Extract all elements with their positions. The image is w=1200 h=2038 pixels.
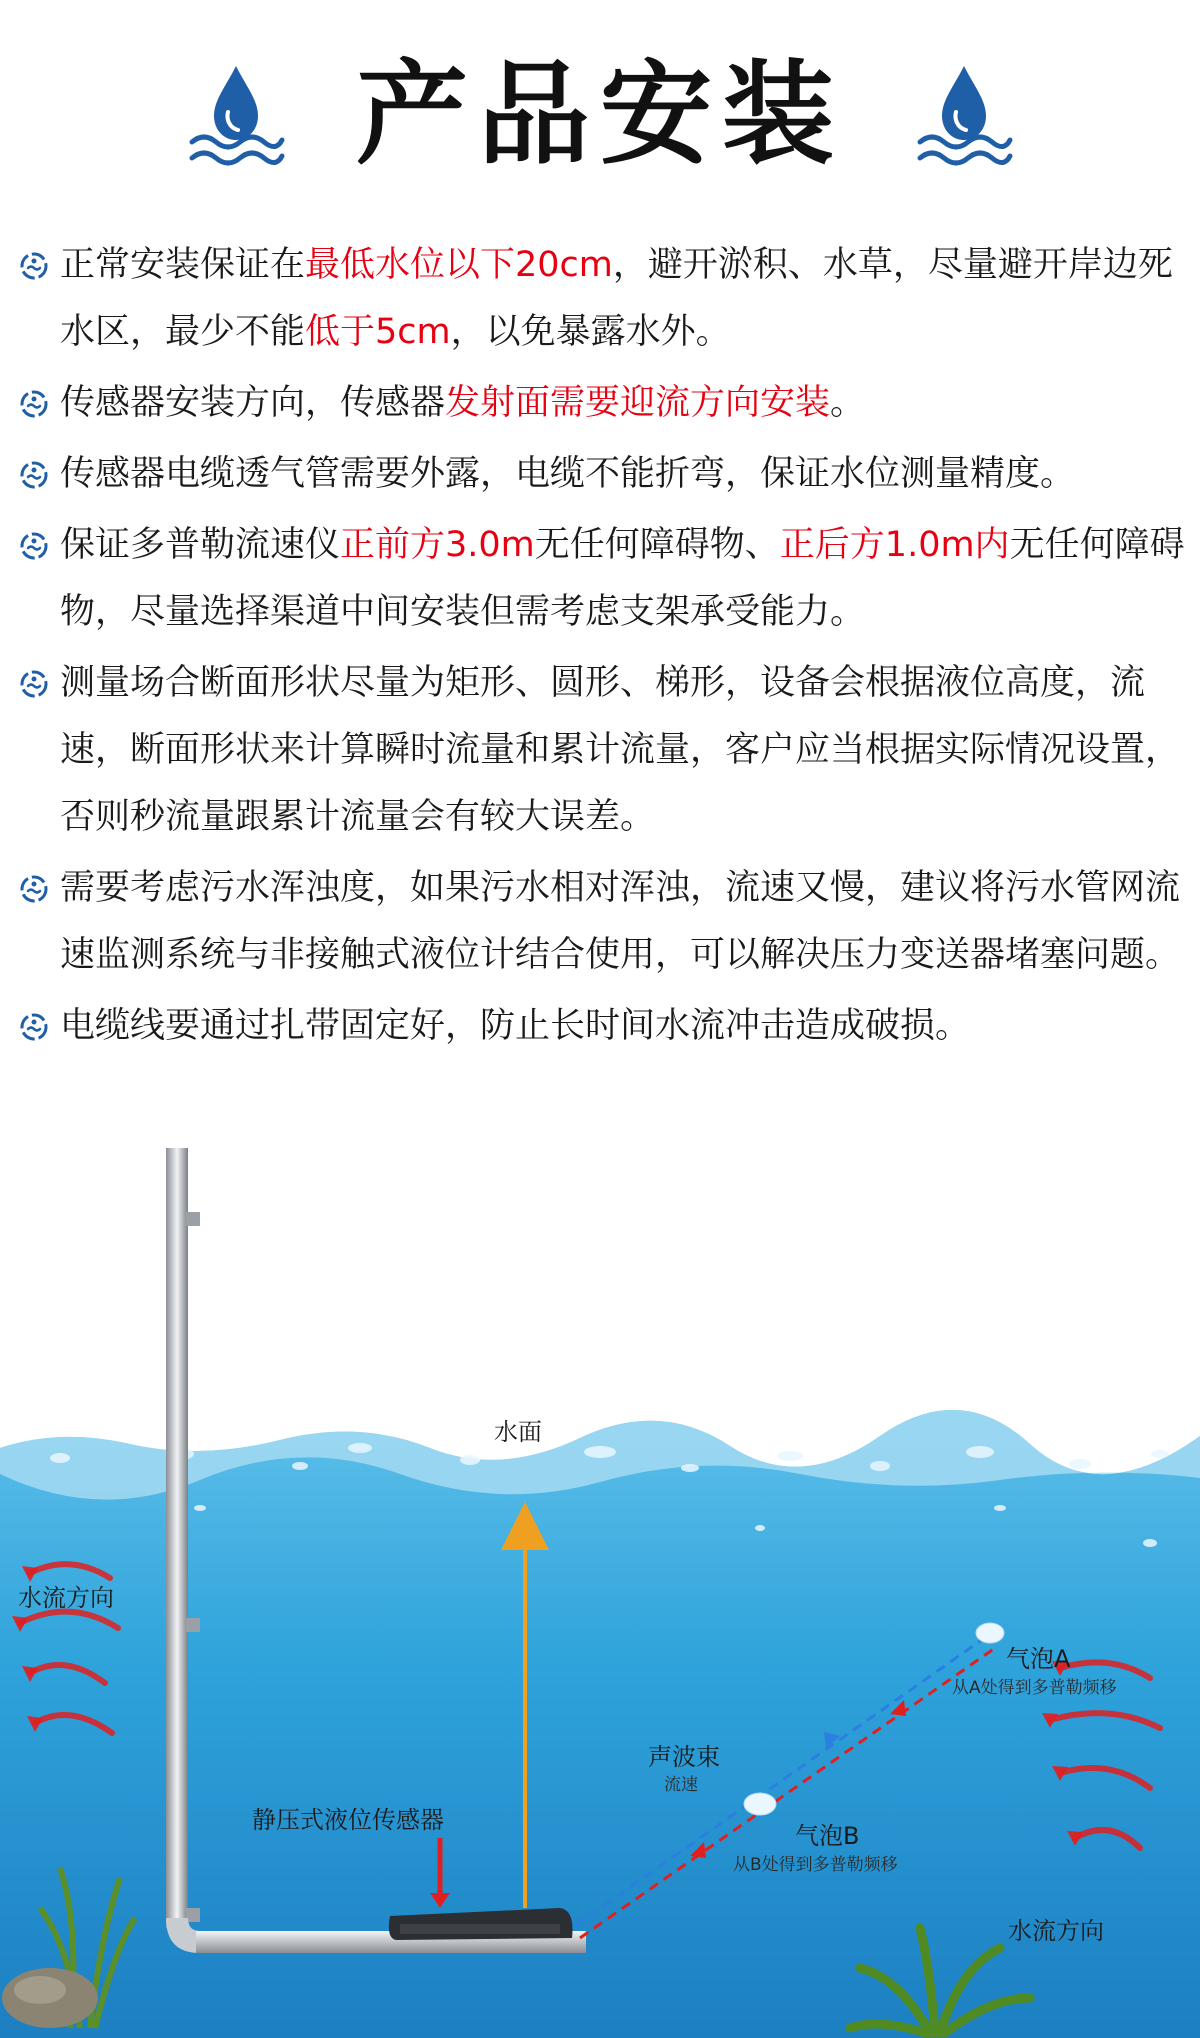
bubble-b	[744, 1793, 776, 1815]
list-item-text	[60, 370, 1188, 437]
highlight-text: 最低水位以下20cm	[305, 245, 613, 285]
bubble-b-label: 气泡B	[795, 1822, 860, 1850]
list-item	[18, 650, 1188, 851]
body-text: 需要考虑污水浑浊度，如果污水相对浑浊，流速又慢，建议将污水管网流速监测系统与非接触式液位计结合使用，可以解决压力变送器堵塞问题。	[60, 868, 1181, 975]
installation-diagram	[0, 1148, 1200, 2038]
body-text: 。	[830, 383, 866, 423]
list-item	[18, 855, 1188, 989]
bubble-a	[976, 1623, 1004, 1643]
water-surface-label: 水面	[494, 1418, 542, 1446]
list-item-text	[60, 512, 1188, 646]
list-item-text	[60, 855, 1188, 989]
flow-direction-label-left: 水流方向	[18, 1584, 114, 1612]
bullet-icon	[18, 873, 50, 905]
pole-clamp-top	[186, 1212, 200, 1226]
body-text: ，避开淤积、水草，尽量避开岸边死水区，最少不能	[60, 245, 1173, 352]
pole-clamp-mid	[186, 1618, 200, 1632]
page-title: 产品安装	[356, 50, 844, 180]
list-item-text	[60, 232, 1188, 366]
pressure-sensor-label: 静压式液位传感器	[252, 1806, 444, 1834]
diagram-canvas	[0, 1148, 1200, 2038]
list-item	[18, 232, 1188, 366]
body-text: 测量场合断面形状尽量为矩形、圆形、梯形，设备会根据液位高度，流速，断面形状来计算瞬时流量和累计流量，客户应当根据实际情况设置，否则秒流量跟累计流量会有较大误差。	[60, 663, 1181, 837]
body-text: 保证多普勒流速仪	[60, 525, 341, 565]
bullet-icon	[18, 459, 50, 491]
list-item	[18, 370, 1188, 437]
bullet-icon	[18, 1011, 50, 1043]
highlight-text: 低于5cm	[305, 312, 451, 352]
bullet-icon	[18, 530, 50, 562]
body-text: 电缆线要通过扎带固定好，防止长时间水流冲击造成破损。	[60, 1006, 971, 1046]
body-text: 传感器安装方向，传感器	[60, 383, 446, 423]
water-drop-icon-left	[186, 60, 286, 170]
flow-direction-label-right: 水流方向	[1008, 1917, 1104, 1945]
list-item-text	[60, 441, 1188, 508]
highlight-text: 正前方3.0m	[340, 525, 535, 565]
body-text: ，以免暴露水外。	[450, 312, 731, 352]
list-item-text	[60, 993, 1188, 1060]
water-drop-icon-right	[914, 60, 1014, 170]
list-item-text	[60, 650, 1188, 851]
bubble-a-sublabel: 从A处得到多普勒频移	[952, 1678, 1117, 1698]
list-item	[18, 512, 1188, 646]
installation-notes-list	[18, 232, 1188, 1064]
bullet-icon	[18, 250, 50, 282]
pole-clamp-low	[186, 1908, 200, 1922]
bullet-icon	[18, 388, 50, 420]
bullet-icon	[18, 668, 50, 700]
page-header	[0, 40, 1200, 190]
acoustic-beam-sublabel: 流速	[664, 1775, 698, 1795]
body-text: 正常安装保证在	[60, 245, 306, 285]
list-item	[18, 993, 1188, 1060]
highlight-text: 发射面需要迎流方向安装	[445, 383, 831, 423]
bubble-b-sublabel: 从B处得到多普勒频移	[733, 1855, 898, 1875]
body-text: 无任何障碍物、	[534, 525, 780, 565]
bubble-a-label: 气泡A	[1006, 1645, 1071, 1673]
highlight-text: 正后方1.0m内	[779, 525, 1010, 565]
mounting-pole	[166, 1148, 188, 1928]
body-text: 传感器电缆透气管需要外露，电缆不能折弯，保证水位测量精度。	[60, 454, 1076, 494]
acoustic-beam-label: 声波束	[648, 1743, 720, 1771]
body-text: 无任何障碍物，尽量选择渠道中间安装但需考虑支架承受能力。	[60, 525, 1185, 632]
list-item	[18, 441, 1188, 508]
